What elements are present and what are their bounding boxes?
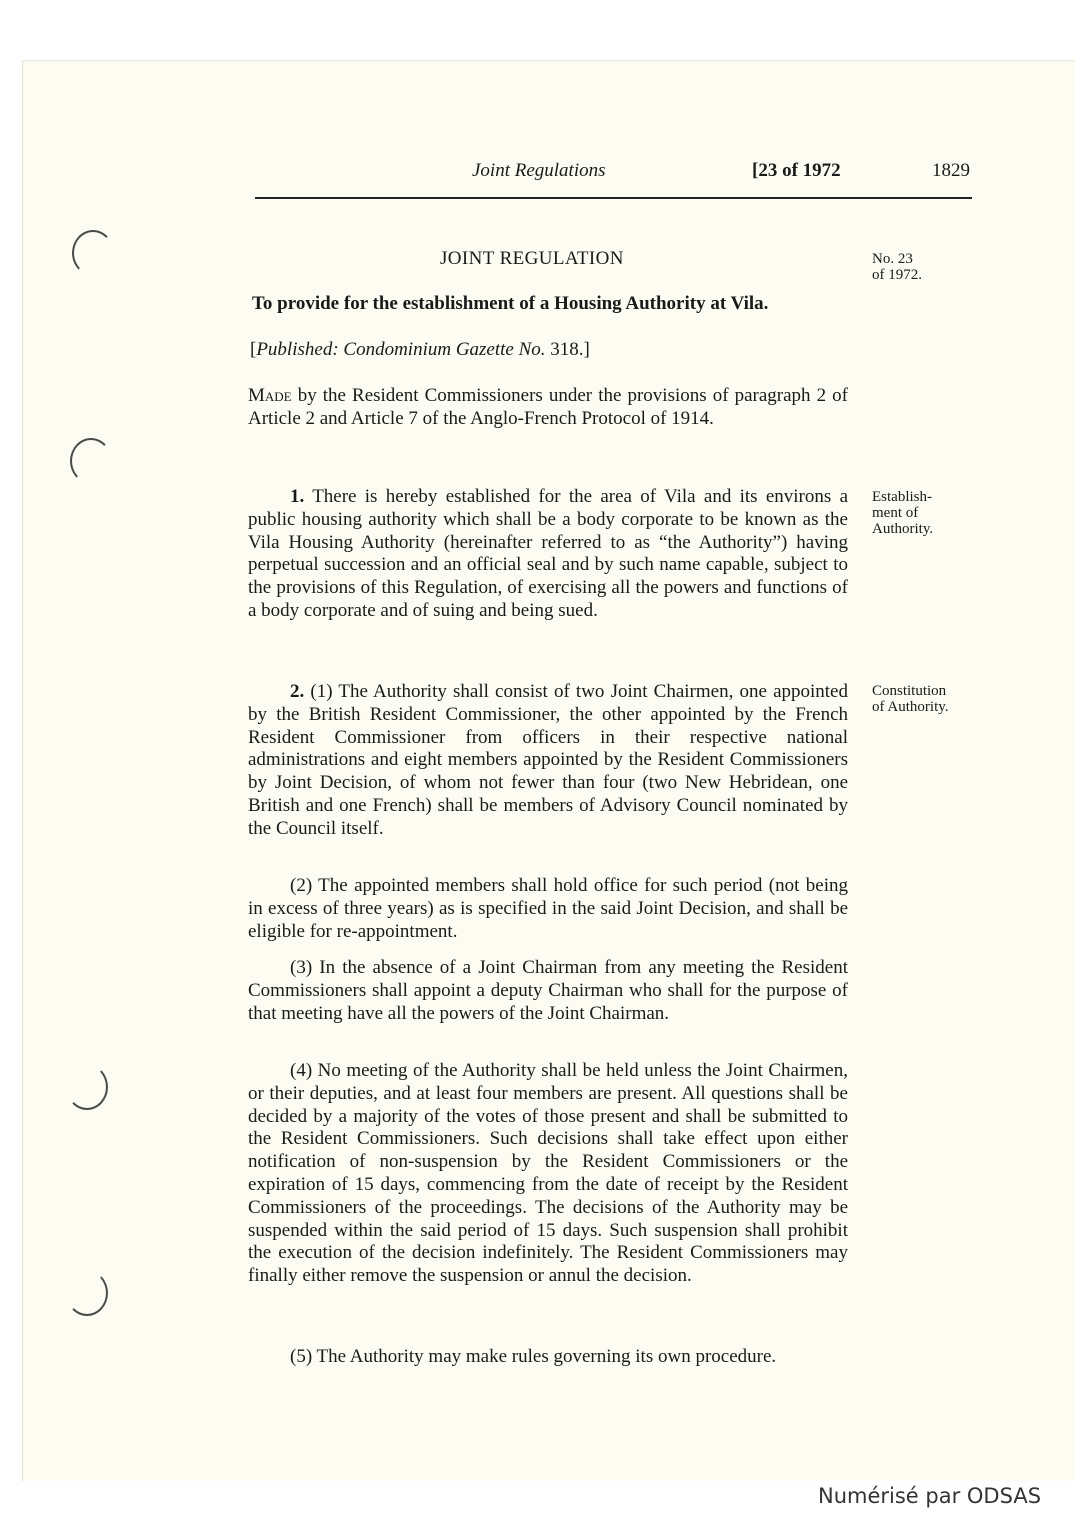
section-text: There is hereby established for the area of Vila and its environs a public housing authority which shall be a body corporate to be known as the Vila Housing Authority (hereinafter referred to as “the Authority”) having perpetual succession and an official seal and by such name capable, subject to the provisions of this Regulation, of exercising all the powers and functions of a body corporate and of suing and being sued. [248,486,848,621]
margin-note-regulation-number [872,251,922,283]
subsection-text: (4) No meeting of the Authority shall be held unless the Joint Chairmen, or their deputies, and at least four members are present. All questions shall be decided by a majority of the votes of those present and shall be submitted to the Resident Commissioners. Such decisions shall take effect upon either notification of non-suspension by the Resident Commissioners or the expiration of 15 days, commencing from the date of receipt by the Resident Commissioners of the proceedings. The decisions of the Authority may be suspended within the said period of 15 days. Such suspension shall prohibit the execution of the decision indefinitely. The Resident Commissioners may finally either remove the suspension or annul the decision. [248,1060,848,1287]
margin-note-section-2 [872,683,949,715]
punch-hole-2 [70,438,112,484]
punch-hole-4 [66,1270,108,1316]
margin-note-line: ment of [872,505,919,521]
preamble [248,385,848,431]
publication-bracket: [ [250,339,257,360]
publication-note [250,339,590,361]
scan-credit: Numérisé par ODSAS [818,1484,1042,1508]
running-title: Joint Regulations [472,160,606,181]
section-1 [248,486,848,623]
subsection-text: (5) The Authority may make rules governing its own procedure. [290,1346,777,1367]
punch-hole-1 [72,230,114,276]
margin-note-line: No. 23 [872,251,913,267]
page-number: 1829 [932,160,970,181]
subsection-text: (3) In the absence of a Joint Chairman from any meeting the Resident Commissioners shall appoint a deputy Chairman who shall for the purpose of that meeting have all the powers of the Joint Chairman. [248,957,848,1024]
margin-note-line: Authority. [872,521,934,537]
publication-source: Published: Condominium Gazette No. [256,339,546,360]
section-number: 2. [290,681,305,702]
section-2-subsection-2 [248,875,848,943]
section-2-subsection-4 [248,1060,848,1288]
subsection-text: (2) The appointed members shall hold office for such period (not being in excess of three years) as is specified in the said Joint Decision, and shall be eligible for re-appointment. [248,875,848,942]
margin-note-line: Establish- [872,489,932,505]
margin-note-section-1 [872,489,933,537]
section-2-subsection-3 [248,957,848,1025]
section-2-subsection-1 [248,681,848,841]
margin-note-line: Constitution [872,683,947,699]
section-2-subsection-5 [248,1346,848,1369]
preamble-lead-word: Made [248,385,292,406]
document-subtitle: To provide for the establishment of a Housing Authority at Vila. [252,293,769,314]
publication-number: 318.] [545,339,590,360]
margin-note-line: of Authority. [872,699,949,715]
preamble-text: by the Resident Commissioners under the provisions of paragraph 2 of Article 2 and Article 7 of the Anglo-French Protocol of 1914. [248,385,848,429]
regulation-reference: [23 of 1972 [752,160,841,181]
section-text: (1) The Authority shall consist of two Joint Chairmen, one appointed by the British Resident Commissioner, the other appointed by the French Resident Commissioner from officers in their respective national administrations and eight members appointed by the Resident Commissioners by Joint Decision, of whom not fewer than four (two New Hebridean, one British and one French) shall be members of Advisory Council nominated by the Council itself. [248,681,848,839]
section-number: 1. [290,486,305,507]
margin-note-line: of 1972. [872,267,922,283]
document-heading: JOINT REGULATION [440,248,624,269]
header-rule [255,197,972,199]
punch-hole-3 [66,1064,108,1110]
